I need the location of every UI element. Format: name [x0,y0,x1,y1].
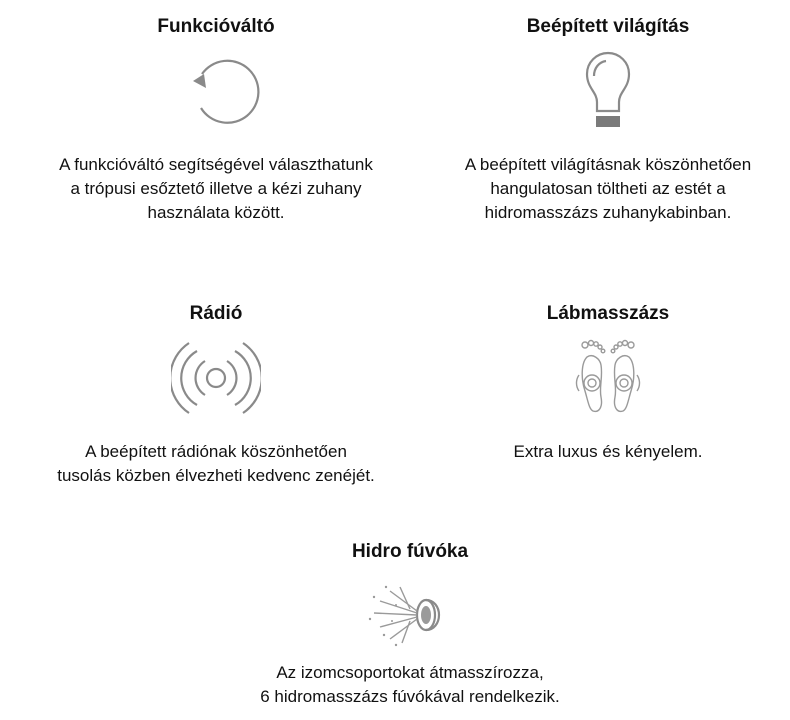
rotate-arrow-icon [171,46,261,136]
feature-description: Extra luxus és kényelem. [513,442,703,461]
feature-title: Rádió [189,303,243,324]
feature-hydro-jets [190,541,630,709]
feature-radio [0,303,432,488]
water-jet-icon [360,571,460,651]
light-bulb-icon [563,46,653,136]
feature-description: A beépített rádiónak köszönhetően tusolás közben élvezheti kedvenc zenéjét. [57,442,375,485]
feature-foot-massage [398,303,790,464]
feature-title: Lábmasszázs [546,303,670,324]
feet-massage-icon [563,333,653,423]
feature-function-switch [0,16,432,225]
feature-description: A beépített világításnak köszönhetően hangulatosan töltheti az estét a hidromasszázs zuhanykabinban. [464,155,752,222]
feature-title: Funkcióváltó [157,16,275,37]
feature-description: Az izomcsoportokat átmasszírozza, 6 hidromasszázs fúvókával rendelkezik. [260,663,560,706]
radio-waves-icon [171,333,261,423]
feature-title: Beépített világítás [526,16,690,37]
feature-lighting [398,16,790,225]
feature-description: A funkcióváltó segítségével választhatunk a trópusi esőztető illetve a kézi zuhany használata között. [59,155,373,222]
feature-title: Hidro fúvóka [351,541,469,562]
